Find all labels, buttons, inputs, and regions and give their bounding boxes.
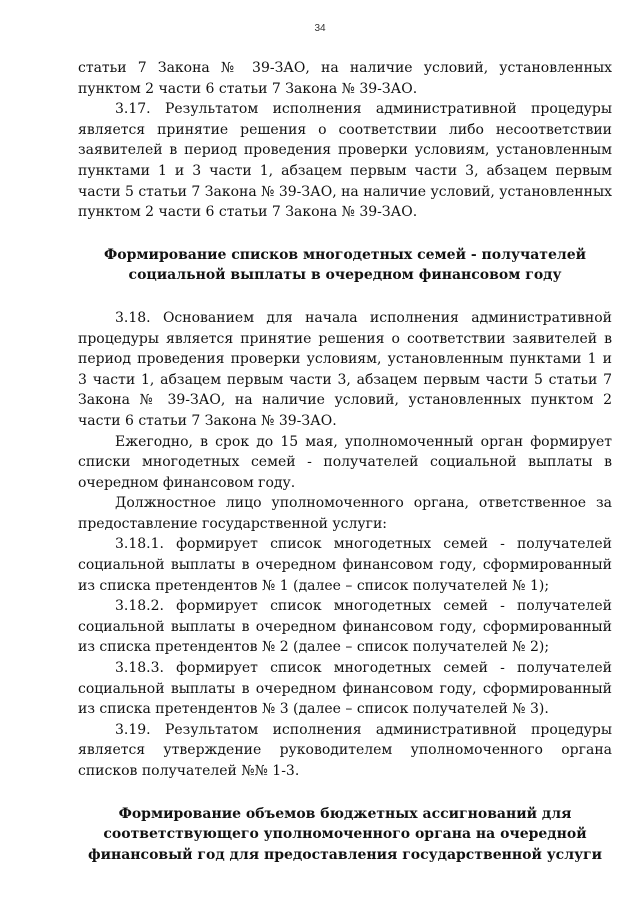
paragraph-3-18-1: 3.18.1. формирует список многодетных семей - получателей социальной выплаты в очередном финансовом году, сформированный из списка претендентов № 1 (далее – список получателей № 1); xyxy=(78,536,612,594)
paragraph-3-18-3: 3.18.3. формирует список многодетных семей - получателей социальной выплаты в очередном финансовом году, сформированный из списка претендентов № 3 (далее – список получателей № 3). xyxy=(78,660,612,718)
paragraph-yearly-deadline: Ежегодно, в срок до 15 мая, уполномоченный орган формирует списки многодетных семей - получателей социальной выплаты в очередном финансовом году. xyxy=(78,433,612,491)
paragraph-official: Должностное лицо уполномоченного органа, ответственное за предоставление государственной услуги: xyxy=(78,495,612,532)
page-number: 34 xyxy=(314,23,326,34)
paragraph-3-19: 3.19. Результатом исполнения административной процедуры является утверждение руководителем уполномоченного органа списков получателей №№ 1-3. xyxy=(78,721,612,779)
document-body xyxy=(78,58,612,865)
section-heading-budget: Формирование объемов бюджетных ассигнований для соответствующего уполномоченного органа на очередной финансовый год для предоставления государственной услуги xyxy=(87,805,603,863)
section-heading-lists: Формирование списков многодетных семей - получателей социальной выплаты в очередном финансовом году xyxy=(103,246,587,284)
paragraph-continuation: статьи 7 Закона № 39-ЗАО, на наличие условий, установленных пунктом 2 части 6 статьи 7 Закона № 39-ЗАО. xyxy=(78,60,612,97)
paragraph-3-17: 3.17. Результатом исполнения административной процедуры является принятие решения о соответствии либо несоответствии заявителей в период проведения проверки условиям, установленным пунктами 1 и 3 части 1, абзацем первым части 3, абзацем первым части 5 статьи 7 Закона № 39-ЗАО, на наличие условий, установленных пунктом 2 части 6 статьи 7 Закона № 39-ЗАО. xyxy=(78,101,612,221)
paragraph-3-18: 3.18. Основанием для начала исполнения административной процедуры является принятие решения о соответствии заявителей в период проведения проверки условиям, установленным пунктами 1 и 3 части 1, абзацем первым части 3, абзацем первым части 5 статьи 7 Закона № 39-ЗАО, на наличие условий, установленных пунктом 2 части 6 статьи 7 Закона № 39-ЗАО. xyxy=(78,309,612,429)
paragraph-3-18-2: 3.18.2. формирует список многодетных семей - получателей социальной выплаты в очередном финансовом году, сформированный из списка претендентов № 2 (далее – список получателей № 2); xyxy=(78,598,612,656)
